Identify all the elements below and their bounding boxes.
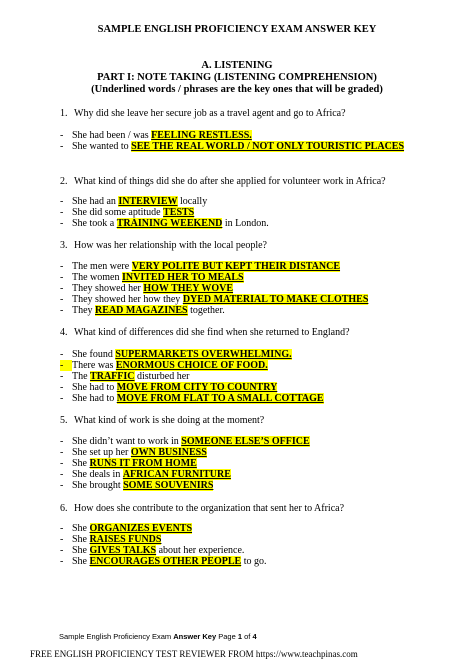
key-phrase: VERY POLITE BUT KEPT THEIR DISTANCE bbox=[131, 261, 341, 272]
answer-line: - She set up her OWN BUSINESS bbox=[60, 447, 207, 458]
answer-line: - The women INVITED HER TO MEALS bbox=[60, 272, 244, 283]
answer-line: - There was ENORMOUS CHOICE OF FOOD. bbox=[60, 360, 268, 371]
answer-line: - She had to MOVE FROM CITY TO COUNTRY bbox=[60, 382, 278, 393]
question-5: 5. What kind of work is she doing at the moment? bbox=[60, 415, 265, 426]
answer-line: - They showed her how they DYED MATERIAL TO MAKE CLOTHES bbox=[60, 294, 369, 305]
key-phrase: READ MAGAZINES bbox=[95, 305, 188, 316]
part-heading: PART I: NOTE TAKING (LISTENING COMPREHENSION) bbox=[97, 72, 377, 83]
key-phrase: TRAFFIC bbox=[90, 371, 135, 382]
key-phrase: DYED MATERIAL TO MAKE CLOTHES bbox=[182, 294, 369, 305]
key-phrase: ENORMOUS CHOICE OF FOOD. bbox=[115, 360, 268, 371]
answer-line: - She didn’t want to work in SOMEONE ELSE’S OFFICE bbox=[60, 436, 310, 447]
key-phrase: OWN BUSINESS bbox=[130, 447, 207, 458]
key-phrase: MOVE FROM CITY TO COUNTRY bbox=[116, 382, 278, 393]
key-phrase: ENCOURAGES OTHER PEOPLE bbox=[89, 556, 242, 567]
answer-line: - She took a TRAINING WEEKEND in London. bbox=[60, 218, 269, 229]
key-phrase: SEE THE REAL WORLD / NOT ONLY TOURISTIC PLACES bbox=[131, 141, 405, 152]
answer-line: - She had an INTERVIEW locally bbox=[60, 196, 208, 207]
answer-line: - She had been / was FEELING RESTLESS. bbox=[60, 130, 252, 141]
key-phrase: INVITED HER TO MEALS bbox=[122, 272, 244, 283]
question-2: 2. What kind of things did she do after she applied for volunteer work in Africa? bbox=[60, 176, 386, 187]
key-phrase: GIVES TALKS bbox=[89, 545, 157, 556]
section-heading: A. LISTENING bbox=[201, 60, 273, 71]
key-phrase: SOME SOUVENIRS bbox=[123, 480, 214, 491]
answer-line: - She ENCOURAGES OTHER PEOPLE to go. bbox=[60, 556, 267, 567]
key-phrase: FEELING RESTLESS. bbox=[151, 130, 252, 141]
key-phrase: RUNS IT FROM HOME bbox=[89, 458, 197, 469]
key-phrase: ORGANIZES EVENTS bbox=[89, 523, 193, 534]
answer-line: - She GIVES TALKS about her experience. bbox=[60, 545, 245, 556]
answer-line: - She did some aptitude TESTS bbox=[60, 207, 195, 218]
question-6: 6. How does she contribute to the organization that sent her to Africa? bbox=[60, 503, 345, 514]
key-phrase: SOMEONE ELSE’S OFFICE bbox=[181, 436, 310, 447]
answer-line: - The TRAFFIC disturbed her bbox=[60, 371, 190, 382]
key-phrase: TRAINING WEEKEND bbox=[116, 218, 223, 229]
answer-line: - She wanted to SEE THE REAL WORLD / NOT ONLY TOURISTIC PLACES bbox=[60, 141, 405, 152]
key-phrase: AFRICAN FURNITURE bbox=[122, 469, 231, 480]
answer-line: - The men were VERY POLITE BUT KEPT THEIR DISTANCE bbox=[60, 261, 341, 272]
grading-note: (Underlined words / phrases are the key ones that will be graded) bbox=[91, 84, 383, 95]
answer-line: - She found SUPERMARKETS OVERWHELMING. bbox=[60, 349, 292, 360]
answer-line: - They READ MAGAZINES together. bbox=[60, 305, 225, 316]
answer-line: - They showed her HOW THEY WOVE bbox=[60, 283, 234, 294]
question-1: 1. Why did she leave her secure job as a travel agent and go to Africa? bbox=[60, 108, 346, 119]
key-phrase: INTERVIEW bbox=[118, 196, 178, 207]
answer-line: - She ORGANIZES EVENTS bbox=[60, 523, 193, 534]
page-footer: Sample English Proficiency Exam Answer Key Page 1 of 4 bbox=[59, 632, 257, 641]
question-4: 4. What kind of differences did she find when she returned to England? bbox=[60, 327, 350, 338]
key-phrase: MOVE FROM FLAT TO A SMALL COTTAGE bbox=[116, 393, 324, 404]
answer-line: - She brought SOME SOUVENIRS bbox=[60, 480, 214, 491]
key-phrase: TESTS bbox=[163, 207, 195, 218]
source-line: FREE ENGLISH PROFICIENCY TEST REVIEWER FROM https://www.teachpinas.com bbox=[30, 649, 358, 659]
key-phrase: SUPERMARKETS OVERWHELMING. bbox=[115, 349, 292, 360]
answer-line: - She had to MOVE FROM FLAT TO A SMALL COTTAGE bbox=[60, 393, 324, 404]
answer-line: - She deals in AFRICAN FURNITURE bbox=[60, 469, 231, 480]
key-phrase: HOW THEY WOVE bbox=[143, 283, 234, 294]
answer-line: - She RAISES FUNDS bbox=[60, 534, 162, 545]
page-title: SAMPLE ENGLISH PROFICIENCY EXAM ANSWER KEY bbox=[97, 24, 377, 35]
answer-line: - She RUNS IT FROM HOME bbox=[60, 458, 197, 469]
key-phrase: RAISES FUNDS bbox=[89, 534, 162, 545]
question-3: 3. How was her relationship with the local people? bbox=[60, 240, 267, 251]
